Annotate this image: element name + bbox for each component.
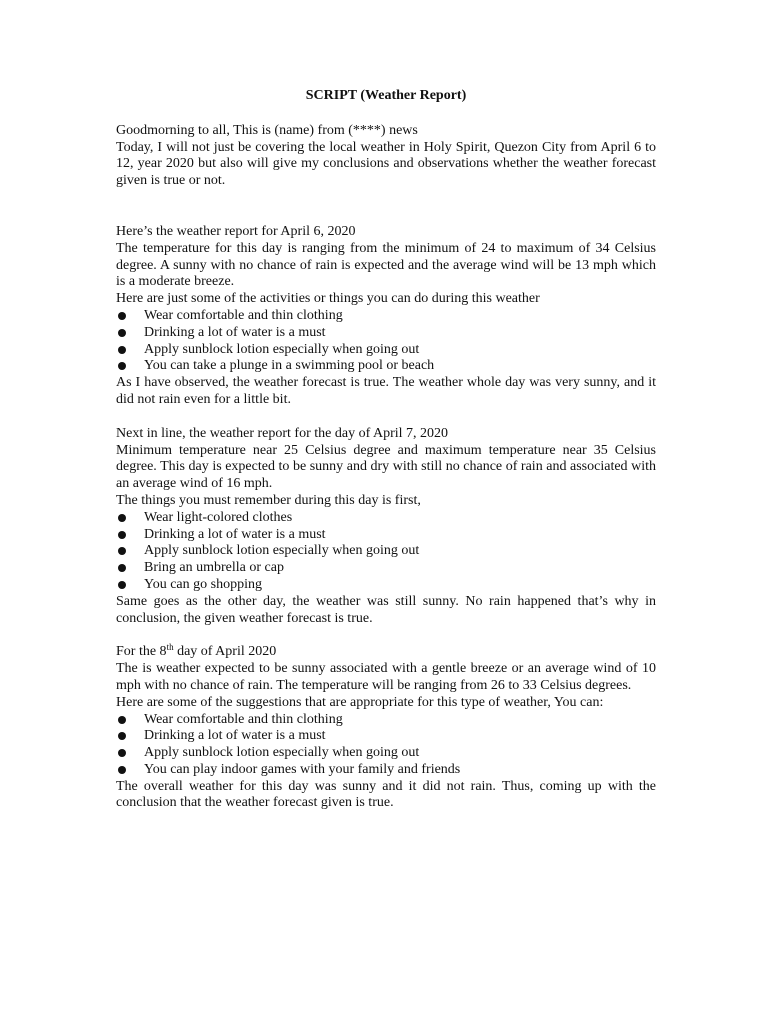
bullet-icon <box>118 362 126 370</box>
list-item-text: Wear comfortable and thin clothing <box>144 711 343 727</box>
day3-list-intro: Here are some of the suggestions that are appropriate for this type of weather, You can: <box>116 694 604 710</box>
day1-conclusion: As I have observed, the weather forecast is true. The weather whole day was very sunny, and it did not rain even for a little bit. <box>116 375 656 407</box>
list-item-text: Drinking a lot of water is a must <box>144 324 326 340</box>
spacer <box>116 409 656 426</box>
list-item <box>116 577 656 594</box>
list-item-text: You can go shopping <box>144 576 262 592</box>
day3-conclusion: The overall weather for this day was sunny and it did not rain. Thus, coming up with the conclusion that the weather forecast given is true. <box>116 778 656 811</box>
list-item <box>116 745 656 762</box>
day3-heading-suffix: day of April 2020 <box>173 644 277 660</box>
list-item <box>116 358 656 375</box>
bullet-icon <box>118 581 126 589</box>
day3-heading-superscript: th <box>166 642 174 653</box>
day2-conclusion: Same goes as the other day, the weather was still sunny. No rain happened that’s why in conclusion, the given weather forecast is true. <box>116 593 656 626</box>
day2-list-intro: The things you must remember during this day is first, <box>116 492 421 508</box>
spacer <box>116 190 656 224</box>
day3-heading-prefix: For the 8 <box>116 644 167 660</box>
bullet-icon <box>118 329 126 337</box>
list-item <box>116 527 656 544</box>
list-item-text: Apply sunblock lotion especially when going out <box>144 745 420 761</box>
list-item <box>116 560 656 577</box>
spacer <box>116 627 656 644</box>
list-item-text: Drinking a lot of water is a must <box>144 526 326 542</box>
list-item <box>116 510 656 527</box>
day1-report: The temperature for this day is ranging from the minimum of 24 to maximum of 34 Celsius degree. A sunny with no chance of rain is expected and the average wind will be 13 mph which is a moderate breeze. <box>116 240 656 290</box>
document-body <box>116 88 656 812</box>
bullet-icon <box>118 514 126 522</box>
list-item <box>116 728 656 745</box>
day1-activity-list <box>116 308 656 375</box>
document-title: SCRIPT (Weather Report) <box>305 88 467 103</box>
day1-heading: Here’s the weather report for April 6, 2020 <box>116 223 356 239</box>
list-item-text: You can take a plunge in a swimming pool or beach <box>144 358 435 374</box>
day3-heading <box>116 644 656 661</box>
day2-report: Minimum temperature near 25 Celsius degree and maximum temperature near 35 Celsius degree. This day is expected to be sunny and dry with still no chance of rain and associated with an average wind of 16 mph. <box>116 442 656 492</box>
list-item <box>116 342 656 359</box>
bullet-icon <box>118 531 126 539</box>
bullet-icon <box>118 346 126 354</box>
bullet-icon <box>118 749 126 757</box>
list-item-text: Apply sunblock lotion especially when going out <box>144 543 420 559</box>
list-item <box>116 325 656 342</box>
intro-text: Today, I will not just be covering the local weather in Holy Spirit, Quezon City from April 6 to 12, year 2020 but also will give my conclusions and observations whether the weather forecast given is true or not. <box>116 139 656 189</box>
bullet-icon <box>118 547 126 555</box>
day3-report: The is weather expected to be sunny associated with a gentle breeze or an average wind of 10 mph with no chance of rain. The temperature will be ranging from 26 to 33 Celsius degrees. <box>116 661 656 693</box>
bullet-icon <box>118 564 126 572</box>
day2-activity-list <box>116 510 656 594</box>
list-item <box>116 543 656 560</box>
list-item-text: Wear light-colored clothes <box>144 509 293 525</box>
list-item <box>116 712 656 729</box>
day3-activity-list <box>116 712 656 779</box>
list-item <box>116 308 656 325</box>
list-item-text: Wear comfortable and thin clothing <box>144 307 343 323</box>
list-item-text: Apply sunblock lotion especially when going out <box>144 341 420 357</box>
list-item-text: Bring an umbrella or cap <box>144 560 284 576</box>
list-item-text: You can play indoor games with your family and friends <box>144 761 461 777</box>
intro-greeting: Goodmorning to all, This is (name) from (****) news <box>116 122 418 138</box>
bullet-icon <box>118 716 126 724</box>
bullet-icon <box>118 732 126 740</box>
day2-heading: Next in line, the weather report for the day of April 7, 2020 <box>116 425 449 441</box>
list-item-text: Drinking a lot of water is a must <box>144 728 326 744</box>
bullet-icon <box>118 766 126 774</box>
day1-list-intro: Here are just some of the activities or things you can do during this weather <box>116 291 540 307</box>
list-item <box>116 762 656 779</box>
bullet-icon <box>118 312 126 320</box>
